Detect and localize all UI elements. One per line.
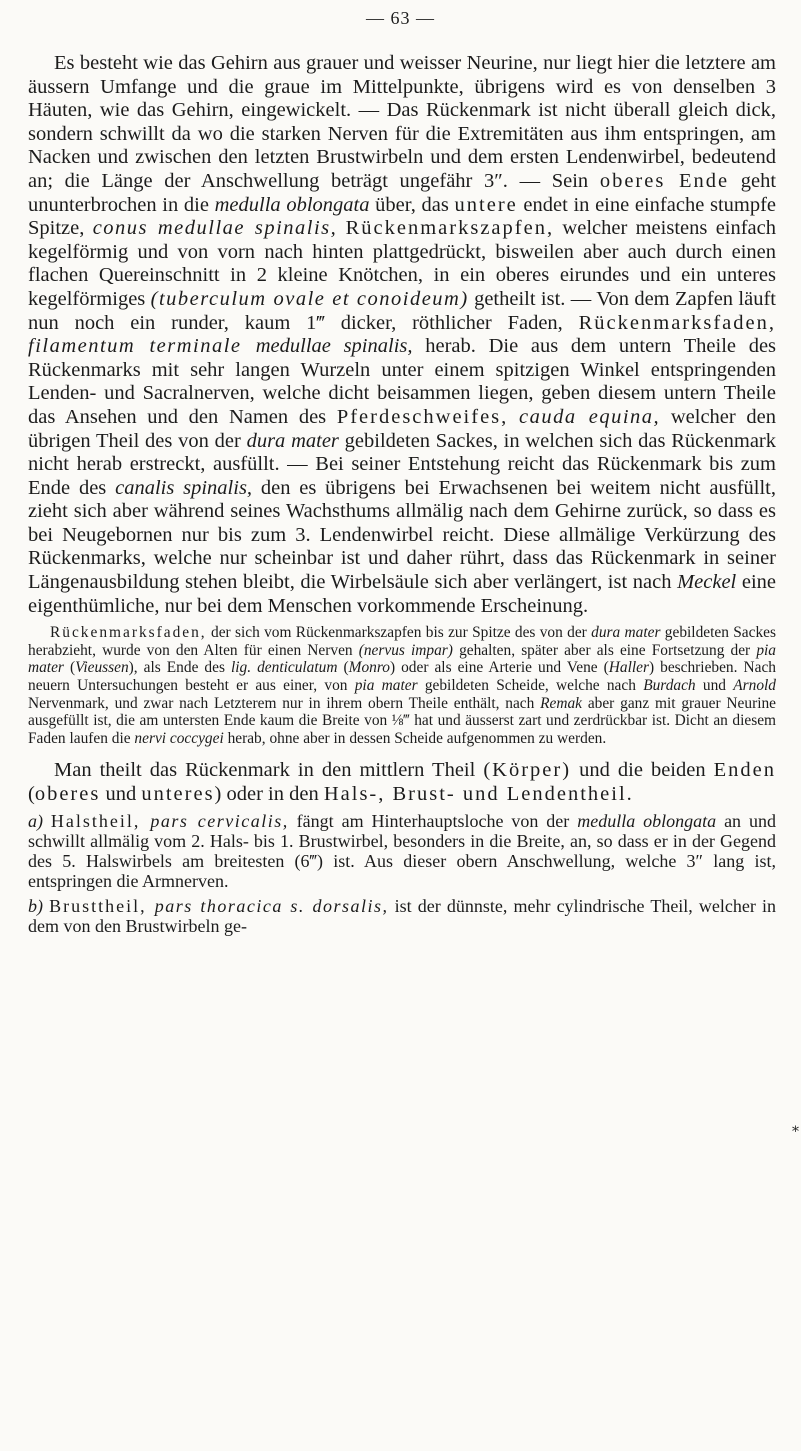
text-column — [28, 52, 776, 936]
paragraph-1: Es besteht wie das Gehirn aus grauer und weisser Neurine, nur liegt hier die letztere am äussern Umfange und die graue im Mittelpunkte, übrigens wird es von denselben 3 Häuten, wie das Gehirn, eingewickelt. — Das Rückenmark ist nicht überall gleich dick, sondern schwillt da wo die starken Nerven für die Extremitäten aus ihm entspringen, am Nacken und zwischen den letzten Brustwirbeln und dem ersten Lendenwirbel, bedeutend an; die Länge der Anschwellung beträgt ungefähr 3″. — Sein oberes Ende geht ununterbrochen in die medulla oblongata über, das untere endet in eine einfache stumpfe Spitze, conus medullae spinalis, Rückenmarkszapfen, welcher meistens einfach kegelförmig und von vorn nach hinten plattgedrückt, bisweilen aber auch durch einen flachen Quereinschnitt in 2 kleine Knötchen, in ein oberes eirundes und ein unteres kegelförmiges (tuberculum ovale et conoideum) getheilt ist. — Von dem Zapfen läuft nun noch ein runder, kaum 1‴ dicker, röthlicher Faden, Rückenmarksfaden, filamentum terminale medullae spinalis, herab. Die aus dem untern Theile des Rückenmarks mit sehr langen Wurzeln unter einem spitzigen Winkel entspringenden Lenden- und Sacralnerven, welche dicht beisammen liegen, geben diesem untern Theile das Ansehen und den Namen des Pferdeschweifes, cauda equina, welcher den übrigen Theil des von der dura mater gebildeten Sackes, in welchen sich das Rückenmark nicht herab erstreckt, ausfüllt. — Bei seiner Entstehung reicht das Rückenmark bis zum Ende des canalis spinalis, den es übrigens bei Erwachsenen bei weitem nicht ausfüllt, zieht sich aber während seines Wachsthums allmälig nach dem Gehirne zurück, so dass es bei Neugebornen nur bis zum 3. Lendenwirbel reicht. Diese allmälige Verkürzung des Rückenmarks, welche nur scheinbar ist und daher rührt, dass das Rückenmark in seiner Längenausbildung stehen bleibt, die Wirbelsäule sich aber verlängert, ist nach Meckel eine eigenthümliche, nur bei dem Menschen vorkommende Erscheinung. — [28, 52, 777, 617]
subsection-a: a) Halstheil, pars cervicalis, fängt am Hinterhauptsloche von der medulla oblongata an und schwillt allmälig vom 2. Hals- bis 1. Brustwirbel, besonders in die Breite, an, so dass er in der Gegend des 5. Halswirbels am breitesten (6‴) ist. Aus dieser obern Anschwellung, welche 3″ lang ist, entspringen die Armnerven. — [28, 810, 776, 892]
page-number: — 63 — — [366, 8, 435, 28]
footnote: Rückenmarksfaden, der sich vom Rückenmarkszapfen bis zur Spitze des von der dura mater gebildeten Sackes herabzieht, wurde von den Alten für einen Nerven (nervus impar) gehalten, später aber als eine Fortsetzung der pia mater (Vieussen), als Ende des lig. denticulatum (Monro) oder als eine Arterie und Vene (Haller) beschrieben. Nach neuern Untersuchungen besteht er aus einer, von pia mater gebildeten Scheide, welche nach Burdach und Arnold Nervenmark, und zwar nach Letzterem nur in ihrem obern Theile enthält, nach Remak aber ganz mit grauer Neurine ausgefüllt ist, die am untersten Ende kaum die Breite von ⅛‴ hat und äusserst zart und zerdrückbar ist. Dicht an diesem Faden laufen die nervi coccygei herab, ohne aber in dessen Scheide aufgenommen zu werden. — [28, 624, 777, 747]
main-text — [28, 52, 776, 618]
paragraph-2: Man theilt das Rückenmark in den mittlern Theil (Körper) und die beiden Enden (oberes und unteres) oder in den Hals-, Brust- und Lendentheil. — [28, 759, 776, 805]
subsection-b: b) Brusttheil, pars thoracica s. dorsalis, ist der dünnste, mehr cylindrische Theil, welcher in dem von den Brustwirbeln ge- — [28, 895, 776, 937]
margin-mark: * — [792, 1124, 799, 1140]
